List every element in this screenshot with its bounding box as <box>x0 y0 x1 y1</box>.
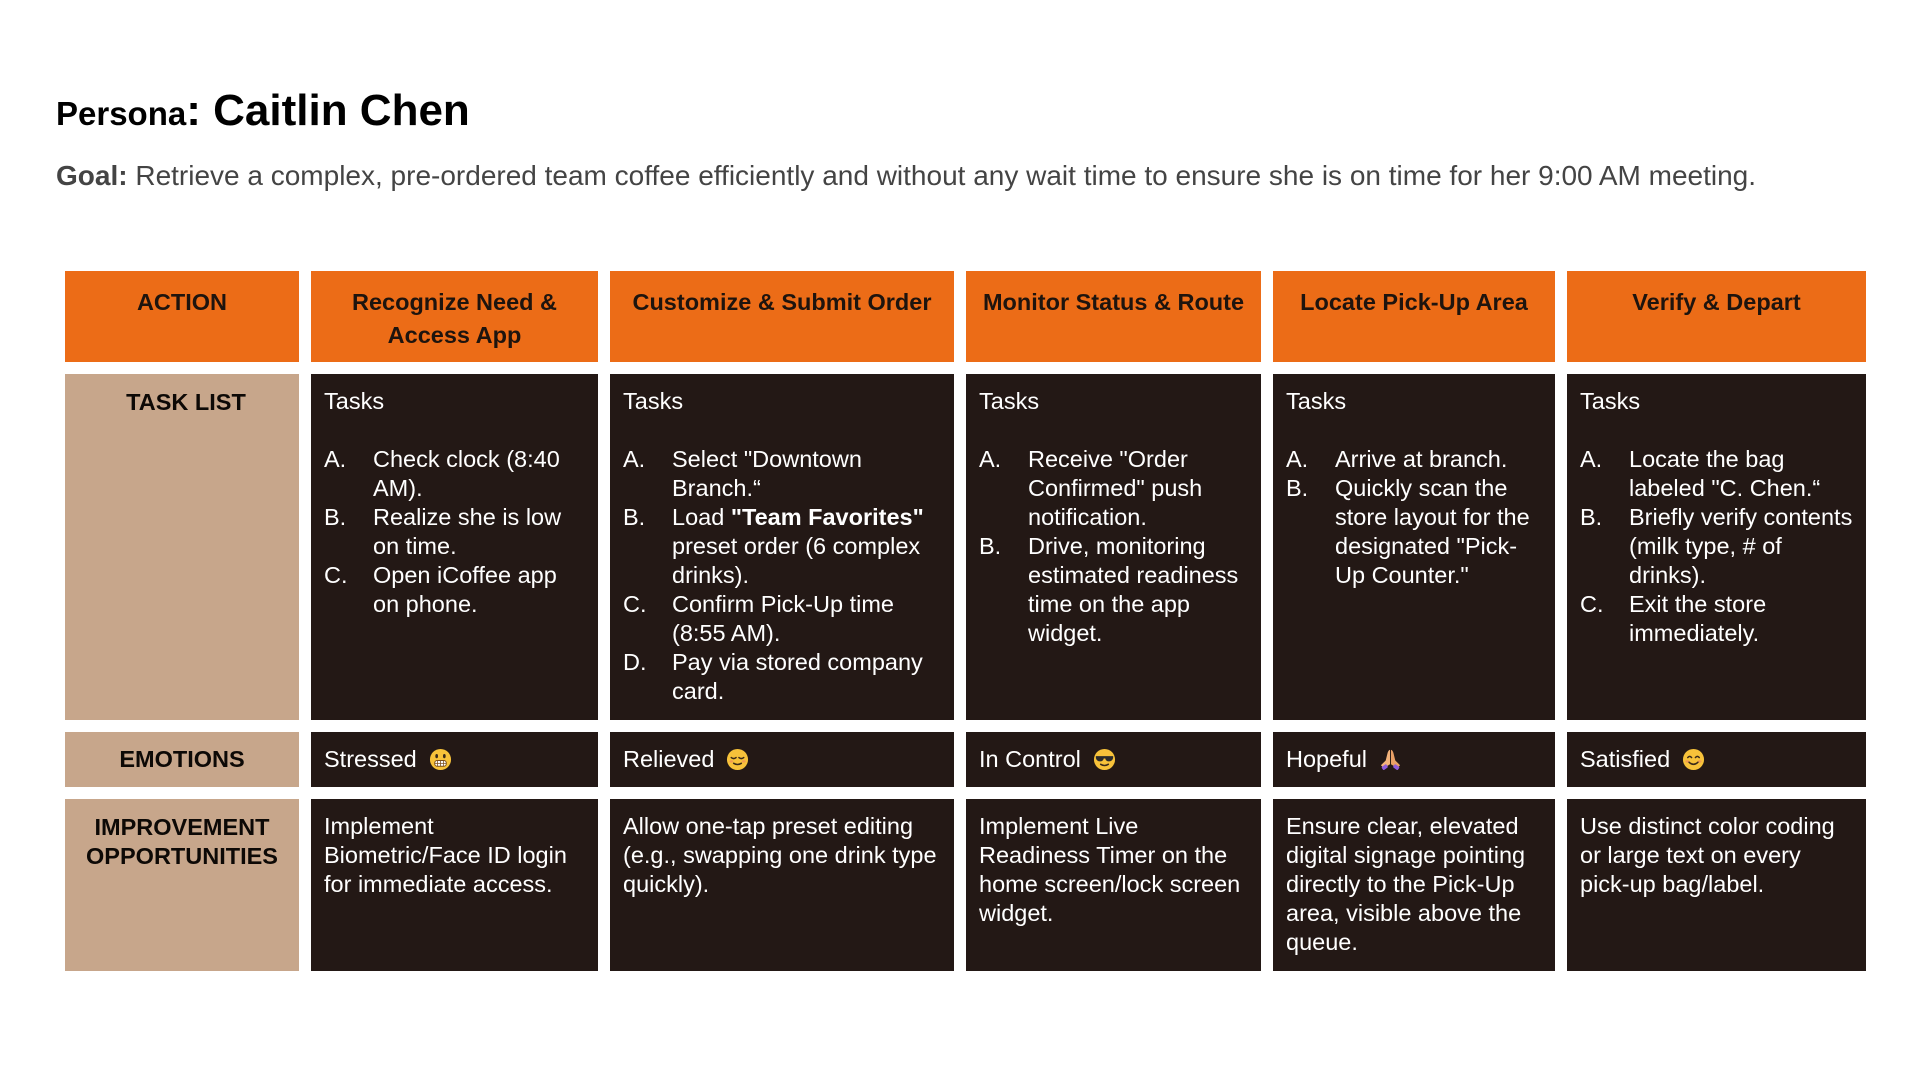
task-text: Arrive at branch. <box>1335 446 1508 472</box>
task-text: Select "Downtown Branch.“ <box>672 446 862 501</box>
task-item <box>623 445 942 503</box>
action-row-label: ACTION <box>65 271 299 362</box>
task-item <box>623 503 942 590</box>
task-text: Open iCoffee app on phone. <box>373 562 557 617</box>
improvement-cell-1: Implement Biometric/Face ID login for immediate access. <box>311 799 598 971</box>
task-cell-3 <box>966 374 1261 720</box>
task-text: Pay via stored company card. <box>672 649 923 704</box>
persona-label: Persona <box>56 95 187 132</box>
task-text <box>672 503 942 590</box>
stage-header-4: Locate Pick-Up Area <box>1273 271 1555 362</box>
emotion-cell-3 <box>966 732 1261 787</box>
goal-statement <box>56 160 1756 192</box>
emotion-cell-2 <box>610 732 954 787</box>
task-letter: B. <box>1286 475 1309 501</box>
task-item <box>1580 590 1854 648</box>
task-letter: A. <box>1286 446 1309 472</box>
task-letter: B. <box>1580 504 1603 530</box>
task-letter: A. <box>979 446 1002 472</box>
task-item <box>1580 445 1854 503</box>
task-item <box>979 532 1249 648</box>
tasks-heading: Tasks <box>324 388 385 414</box>
task-text-after: preset order (6 complex drinks). <box>672 533 921 588</box>
persona-name: Caitlin Chen <box>213 86 470 135</box>
task-item <box>1580 503 1854 590</box>
emotion-cell-4 <box>1273 732 1555 787</box>
task-text: Exit the store immediately. <box>1629 591 1767 646</box>
stage-header-1: Recognize Need & Access App <box>311 271 598 362</box>
task-text: Check clock (8:40 AM). <box>373 446 560 501</box>
task-text: Confirm Pick-Up time (8:55 AM). <box>672 591 894 646</box>
task-letter: B. <box>324 504 347 530</box>
task-letter: B. <box>979 533 1002 559</box>
journey-map-table <box>65 271 1866 971</box>
task-letter: C. <box>623 591 647 617</box>
improvement-cell-2: Allow one-tap preset editing (e.g., swapping one drink type quickly). <box>610 799 954 971</box>
task-letter: C. <box>324 562 348 588</box>
persona-title <box>56 86 470 136</box>
task-text: Drive, monitoring estimated readiness time on the app widget. <box>1028 533 1239 646</box>
stage-header-2: Customize & Submit Order <box>610 271 954 362</box>
improvement-cell-5: Use distinct color coding or large text on every pick-up bag/label. <box>1567 799 1866 971</box>
task-item <box>623 648 942 706</box>
improvement-cell-4: Ensure clear, elevated digital signage pointing directly to the Pick-Up area, visible above the queue. <box>1273 799 1555 971</box>
task-letter: D. <box>623 649 647 675</box>
emotions-row-label: EMOTIONS <box>65 732 299 787</box>
tasks-heading: Tasks <box>979 388 1040 414</box>
task-letter: A. <box>324 446 347 472</box>
tasks-heading: Tasks <box>1580 388 1641 414</box>
emotion-cell-1 <box>311 732 598 787</box>
praying-hands-icon <box>1379 748 1402 771</box>
sunglasses-face-icon <box>1093 748 1116 771</box>
persona-separator: : <box>186 86 214 135</box>
emotion-label: Satisfied <box>1580 746 1671 772</box>
task-cell-2 <box>610 374 954 720</box>
task-cell-1 <box>311 374 598 720</box>
task-letter: A. <box>1580 446 1603 472</box>
task-list <box>1580 445 1854 648</box>
task-list <box>623 445 942 706</box>
task-item <box>979 445 1249 532</box>
emotion-label: Stressed <box>324 746 417 772</box>
task-text: Quickly scan the store layout for the designated "Pick-Up Counter." <box>1335 475 1530 588</box>
task-list <box>979 445 1249 648</box>
task-item <box>1286 445 1543 474</box>
emotion-label: Hopeful <box>1286 746 1367 772</box>
task-list <box>1286 445 1543 590</box>
task-item <box>324 503 586 561</box>
improvement-cell-3: Implement Live Readiness Timer on the home screen/lock screen widget. <box>966 799 1261 971</box>
grimacing-face-icon <box>429 748 452 771</box>
task-text: Realize she is low on time. <box>373 504 562 559</box>
task-list-row-label: TASK LIST <box>65 374 299 720</box>
task-letter: B. <box>623 504 646 530</box>
task-letter: C. <box>1580 591 1604 617</box>
smiling-face-icon <box>1682 748 1705 771</box>
relieved-face-icon <box>726 748 749 771</box>
task-text: Locate the bag labeled "C. Chen.“ <box>1629 446 1821 501</box>
task-item <box>623 590 942 648</box>
team-favorites-emphasis: "Team Favorites" <box>730 504 924 530</box>
task-cell-4 <box>1273 374 1555 720</box>
goal-text: Retrieve a complex, pre-ordered team coffee efficiently and without any wait time to ensure she is on time for her 9:00 AM meeting. <box>127 160 1757 191</box>
emotion-label: In Control <box>979 746 1081 772</box>
improvement-row-label: IMPROVEMENT OPPORTUNITIES <box>65 799 299 971</box>
task-text-before: Load <box>672 504 731 530</box>
tasks-heading: Tasks <box>623 388 684 414</box>
task-cell-5 <box>1567 374 1866 720</box>
task-text: Receive "Order Confirmed" push notification. <box>1028 446 1203 530</box>
stage-header-3: Monitor Status & Route <box>966 271 1261 362</box>
stage-header-5: Verify & Depart <box>1567 271 1866 362</box>
task-letter: A. <box>623 446 646 472</box>
task-list <box>324 445 586 619</box>
tasks-heading: Tasks <box>1286 388 1347 414</box>
task-item <box>1286 474 1543 590</box>
emotion-cell-5 <box>1567 732 1866 787</box>
emotion-label: Relieved <box>623 746 715 772</box>
goal-label: Goal: <box>56 160 128 191</box>
task-text: Briefly verify contents (milk type, # of drinks). <box>1629 504 1853 588</box>
task-item <box>324 445 586 503</box>
task-item <box>324 561 586 619</box>
